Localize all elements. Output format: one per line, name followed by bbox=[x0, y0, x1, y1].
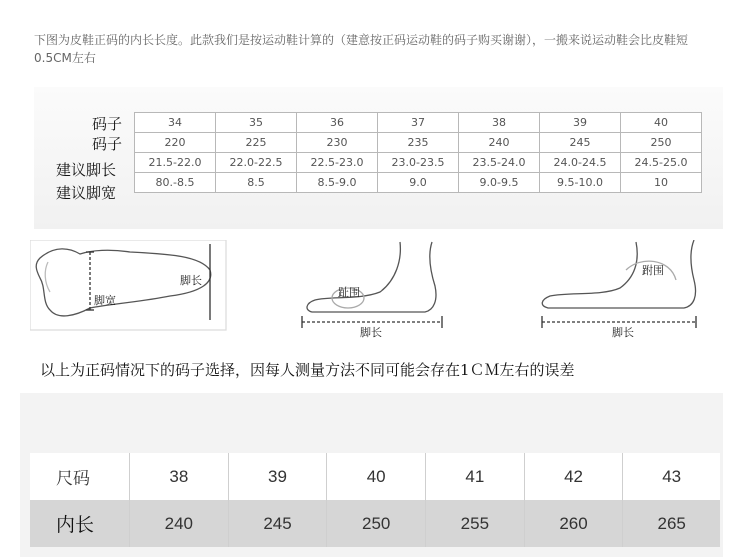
table-cell: 24.0-24.5 bbox=[540, 153, 621, 173]
table-cell: 240 bbox=[130, 500, 229, 547]
table-cell: 8.5-9.0 bbox=[297, 173, 378, 193]
ankle-girth-caption: 跗围 bbox=[642, 264, 664, 277]
table-cell: 39 bbox=[228, 453, 327, 500]
table-cell: 10 bbox=[621, 173, 702, 193]
table-cell: 220 bbox=[135, 133, 216, 153]
table-cell: 250 bbox=[327, 500, 426, 547]
table-cell: 9.0 bbox=[378, 173, 459, 193]
foot-ankle-illustration bbox=[542, 240, 696, 328]
table-cell: 43 bbox=[623, 453, 720, 500]
table-cell: 245 bbox=[540, 133, 621, 153]
table-cell: 260 bbox=[524, 500, 623, 547]
table-cell: 38 bbox=[130, 453, 229, 500]
table-row bbox=[135, 153, 702, 173]
table-cell: 41 bbox=[426, 453, 525, 500]
toe-girth-caption: 趾围 bbox=[338, 286, 360, 299]
row-label-foot-width: 建议脚宽 bbox=[56, 184, 117, 202]
table-cell: 21.5-22.0 bbox=[135, 153, 216, 173]
size-table-1 bbox=[134, 112, 702, 193]
table-cell: 24.5-25.0 bbox=[621, 153, 702, 173]
table-cell: 265 bbox=[623, 500, 720, 547]
table-cell: 37 bbox=[378, 113, 459, 133]
table-cell: 8.5 bbox=[216, 173, 297, 193]
row-label-foot-length: 建议脚长 bbox=[56, 161, 117, 179]
table-cell: 9.5-10.0 bbox=[540, 173, 621, 193]
table-row bbox=[30, 500, 720, 547]
foot-side-illustration bbox=[302, 242, 442, 328]
table-cell: 35 bbox=[216, 113, 297, 133]
table-row bbox=[135, 133, 702, 153]
table-cell: 40 bbox=[621, 113, 702, 133]
sole-length-caption: 脚长 bbox=[180, 274, 202, 287]
table-cell: 40 bbox=[327, 453, 426, 500]
table-cell: 225 bbox=[216, 133, 297, 153]
table-row bbox=[135, 113, 702, 133]
intro-line-2: 0.5CM左右 bbox=[34, 51, 96, 65]
row-label-inner-length: 内长 bbox=[30, 500, 130, 547]
table-cell: 235 bbox=[378, 133, 459, 153]
measurement-note: 以上为正码情况下的码子选择，因每人测量方法不同可能会存在1ＣＭ左右的误差 bbox=[40, 361, 575, 379]
size-chart-2 bbox=[20, 393, 723, 557]
side-length-caption: 脚长 bbox=[360, 326, 382, 339]
table-cell: 22.0-22.5 bbox=[216, 153, 297, 173]
table-row bbox=[135, 173, 702, 193]
table-cell: 230 bbox=[297, 133, 378, 153]
foot-measurement-illustrations bbox=[30, 240, 730, 350]
table-cell: 255 bbox=[426, 500, 525, 547]
table-cell: 36 bbox=[297, 113, 378, 133]
table-cell: 34 bbox=[135, 113, 216, 133]
table-cell: 240 bbox=[459, 133, 540, 153]
row-label-size: 码子 bbox=[92, 115, 123, 133]
sole-width-caption: 脚宽 bbox=[94, 294, 116, 307]
ankle-length-caption: 脚长 bbox=[612, 326, 634, 339]
table-cell: 9.0-9.5 bbox=[459, 173, 540, 193]
row-label-size-mm: 码子 bbox=[92, 135, 123, 153]
table-cell: 80.-8.5 bbox=[135, 173, 216, 193]
table-cell: 22.5-23.0 bbox=[297, 153, 378, 173]
intro-text bbox=[34, 31, 746, 67]
size-table-2 bbox=[30, 453, 720, 547]
table-cell: 38 bbox=[459, 113, 540, 133]
table-cell: 23.5-24.0 bbox=[459, 153, 540, 173]
table-cell: 42 bbox=[524, 453, 623, 500]
size-chart-1 bbox=[34, 87, 723, 229]
table-cell: 245 bbox=[228, 500, 327, 547]
intro-line-1: 下图为皮鞋正码的内长长度。此款我们是按运动鞋计算的（建意按正码运动鞋的码子购买谢谢），一搬来说运动鞋会比皮鞋短 bbox=[34, 33, 689, 47]
table-cell: 23.0-23.5 bbox=[378, 153, 459, 173]
table-cell: 250 bbox=[621, 133, 702, 153]
table-row bbox=[30, 453, 720, 500]
table-cell: 39 bbox=[540, 113, 621, 133]
row-label-size: 尺码 bbox=[30, 453, 130, 500]
